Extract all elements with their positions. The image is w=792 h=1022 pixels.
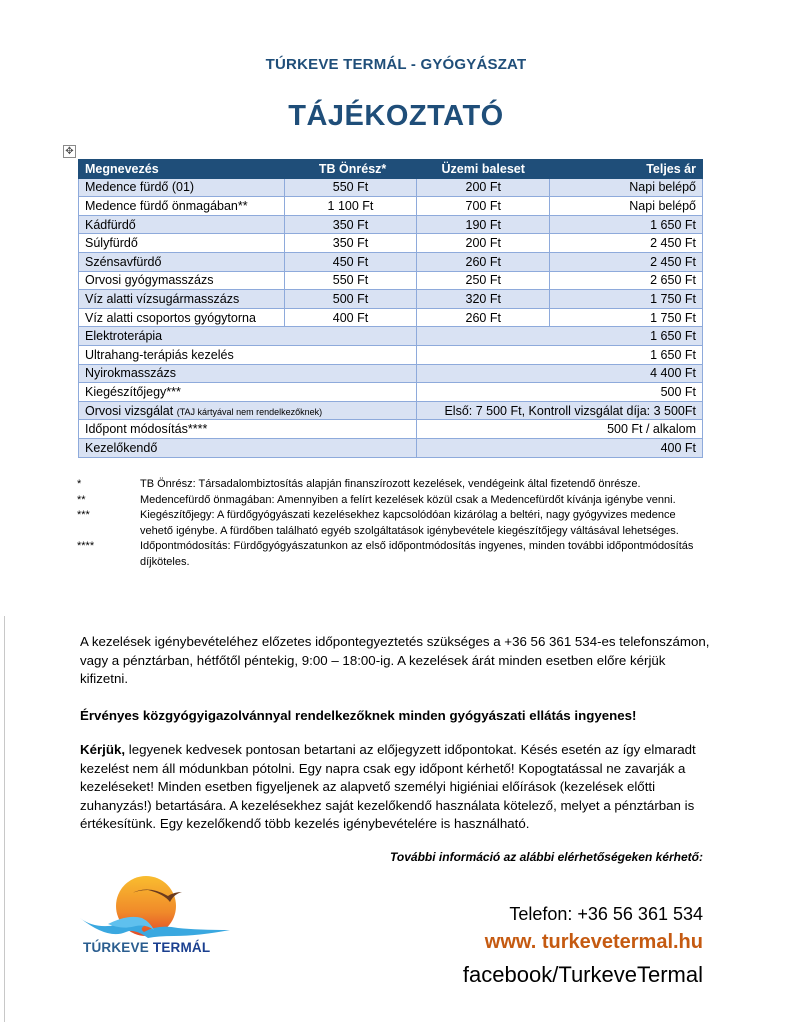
table-row xyxy=(79,271,703,290)
row-tb: 550 Ft xyxy=(284,271,417,290)
table-row-merged xyxy=(79,438,703,457)
table-row-merged xyxy=(79,364,703,383)
row-name: Ultrahang-terápiás kezelés xyxy=(79,345,417,364)
footnote xyxy=(77,493,707,509)
table-row xyxy=(79,290,703,309)
row-full: 1 750 Ft xyxy=(550,290,703,309)
footnotes xyxy=(77,477,707,570)
row-full: 2 450 Ft xyxy=(550,252,703,271)
row-name: Orvosi vizsgálat xyxy=(85,403,174,418)
row-uzemi: 320 Ft xyxy=(417,290,550,309)
table-row-merged xyxy=(79,345,703,364)
footnote-text: Kiegészítőjegy: A fürdőgyógyászati kezelésekhez kapcsolódóan kizárólag a beltéri, nagy gyógyvizes medence vehető igénybe. A fürdőben található egyéb szolgáltatások igénybevétele kiegészítőjegy váltásával lehetséges. xyxy=(140,509,679,537)
row-full: Napi belépő xyxy=(550,197,703,216)
row-name: Súlyfürdő xyxy=(79,234,285,253)
row-name: Víz alatti csoportos gyógytorna xyxy=(79,308,285,327)
table-row-merged xyxy=(79,383,703,402)
row-full: 4 400 Ft xyxy=(417,364,703,383)
row-full: 1 650 Ft xyxy=(550,215,703,234)
price-table xyxy=(78,159,703,458)
row-full: Napi belépő xyxy=(550,178,703,197)
table-move-handle-icon[interactable]: ✥ xyxy=(63,145,76,158)
contact-phone: Telefon: +36 56 361 534 xyxy=(509,904,703,924)
table-row-merged xyxy=(79,327,703,346)
column-header-uzemi: Üzemi baleset xyxy=(417,160,550,179)
footnote-mark: **** xyxy=(77,540,95,552)
row-tb: 400 Ft xyxy=(284,308,417,327)
table-row xyxy=(79,308,703,327)
document-title: TÁJÉKOZTATÓ xyxy=(288,100,504,132)
rules-paragraph xyxy=(80,741,710,834)
row-uzemi: 250 Ft xyxy=(417,271,550,290)
row-name: Elektroterápia xyxy=(79,327,417,346)
row-name: Víz alatti vízsugármasszázs xyxy=(79,290,285,309)
table-row-merged xyxy=(79,401,703,420)
footnote-mark: *** xyxy=(77,509,90,521)
page-margin-rule xyxy=(4,616,5,1022)
column-header-tb: TB Önrész* xyxy=(284,160,417,179)
row-full: Első: 7 500 Ft, Kontroll vizsgálat díja: 3 500Ft xyxy=(417,401,703,420)
row-uzemi: 260 Ft xyxy=(417,252,550,271)
footnote-text: Medencefürdő önmagában: Amennyiben a felírt kezelések közül csak a Medencefürdőt kívánja igénybe venni. xyxy=(140,493,676,506)
row-tb: 550 Ft xyxy=(284,178,417,197)
row-name: Medence fürdő önmagában** xyxy=(79,197,285,216)
footnote xyxy=(77,508,707,539)
column-header-name: Megnevezés xyxy=(79,160,285,179)
row-name: Időpont módosítás**** xyxy=(79,420,417,439)
row-tb: 500 Ft xyxy=(284,290,417,309)
table-row xyxy=(79,178,703,197)
turkeve-termal-logo xyxy=(78,872,238,962)
table-header-row xyxy=(79,160,703,179)
row-full: 400 Ft xyxy=(417,438,703,457)
footnote-mark: * xyxy=(77,478,82,490)
table-row xyxy=(79,197,703,216)
table-row xyxy=(79,215,703,234)
row-uzemi: 700 Ft xyxy=(417,197,550,216)
row-tb: 350 Ft xyxy=(284,215,417,234)
rules-lead: Kérjük, xyxy=(80,742,126,757)
row-note: (TAJ kártyával nem rendelkezőknek) xyxy=(176,406,323,417)
table-row xyxy=(79,234,703,253)
logo-text: TÚRKEVE TERMÁL xyxy=(83,940,211,955)
document-subtitle: TÚRKEVE TERMÁL - GYÓGYÁSZAT xyxy=(265,56,527,73)
row-full: 2 650 Ft xyxy=(550,271,703,290)
row-name: Medence fürdő (01) xyxy=(79,178,285,197)
website-link[interactable]: www. turkevetermal.hu xyxy=(484,931,703,953)
row-name: Szénsavfürdő xyxy=(79,252,285,271)
row-name: Nyirokmasszázs xyxy=(79,364,417,383)
column-header-full-price: Teljes ár xyxy=(550,160,703,179)
table-row xyxy=(79,252,703,271)
row-uzemi: 200 Ft xyxy=(417,234,550,253)
row-full: 500 Ft / alkalom xyxy=(417,420,703,439)
row-full: 1 650 Ft xyxy=(417,327,703,346)
row-name-with-note xyxy=(79,401,417,420)
footnote-mark: ** xyxy=(77,493,86,506)
booking-info-paragraph: A kezelések igénybevételéhez előzetes időpontegyeztetés szükséges a +36 56 361 534-es telefonszámon, vagy a pénztárban, hétfőtől péntekig, 9:00 – 18:00-ig. A kezelések árát minden esetben előre kérjük kifizetni. xyxy=(80,634,710,687)
row-uzemi: 260 Ft xyxy=(417,308,550,327)
row-full: 500 Ft xyxy=(417,383,703,402)
row-name: Kádfürdő xyxy=(79,215,285,234)
footnote xyxy=(77,539,707,570)
footnote-text: TB Önrész: Társadalombiztosítás alapján finanszírozott kezelések, vendégeink által fizetendő önrésze. xyxy=(140,478,641,490)
row-full: 1 650 Ft xyxy=(417,345,703,364)
footnote-text: Időpontmódosítás: Fürdőgyógyászatunkon az első időpontmódosítás ingyenes, minden további időpontmódosítás díjköteles. xyxy=(140,540,694,568)
row-uzemi: 190 Ft xyxy=(417,215,550,234)
row-full: 1 750 Ft xyxy=(550,308,703,327)
footnote xyxy=(77,477,707,493)
row-name: Kezelőkendő xyxy=(79,438,417,457)
free-care-notice: Érvényes közgyógyigazolvánnyal rendelkezőknek minden gyógyászati ellátás ingyenes! xyxy=(80,708,637,723)
row-tb: 350 Ft xyxy=(284,234,417,253)
row-tb: 450 Ft xyxy=(284,252,417,271)
more-info-heading: További információ az alábbi elérhetőségeken kérhető: xyxy=(390,850,703,864)
row-uzemi: 200 Ft xyxy=(417,178,550,197)
rules-text: legyenek kedvesek pontosan betartani az előjegyzett időpontokat. Késés esetén az így elmaradt kezelést nem áll módunkban pótolni. Egy napra csak egy időpont kérhető! Kopogtatással ne zavarják a kezeléseket! Minden esetben figyeljenek az alapvető személyi higiéniai előírások (kezelések előtti zuhanyzás!) betartására. A kezelésekhez saját kezelőkendő használata kötelező, melyet a pénztárban is értékesítünk. Egy kezelőkendő több kezelés igénybevételére is használható. xyxy=(80,742,696,832)
row-full: 2 450 Ft xyxy=(550,234,703,253)
facebook-link[interactable]: facebook/TurkeveTermal xyxy=(462,962,703,987)
table-row-merged xyxy=(79,420,703,439)
row-tb: 1 100 Ft xyxy=(284,197,417,216)
row-name: Kiegészítőjegy*** xyxy=(79,383,417,402)
row-name: Orvosi gyógymasszázs xyxy=(79,271,285,290)
sun-bird-wave-logo-icon xyxy=(78,872,238,942)
